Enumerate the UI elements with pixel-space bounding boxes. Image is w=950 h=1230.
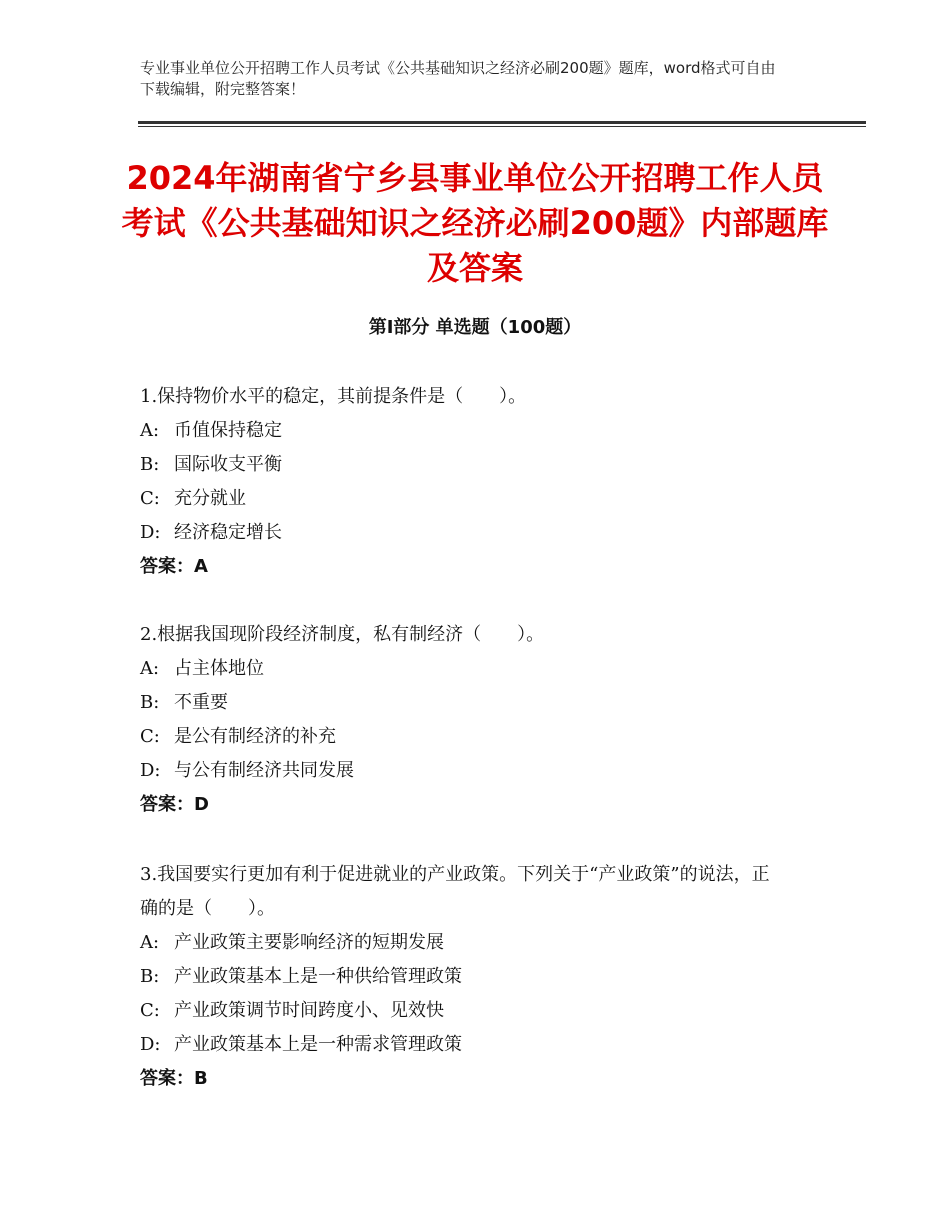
answer-line: 答案：D xyxy=(140,794,209,815)
question-stem: 2.根据我国现阶段经济制度，私有制经济（ ）。 xyxy=(140,624,545,645)
option-letter: C: xyxy=(140,488,160,509)
option-letter: B: xyxy=(140,966,160,987)
option-text: 产业政策调节时间跨度小、见效快 xyxy=(174,1000,444,1021)
option-text: 是公有制经济的补充 xyxy=(174,726,336,747)
option-letter: A: xyxy=(140,932,160,953)
option-a xyxy=(140,652,780,686)
question-stem: 3.我国要实行更加有利于促进就业的产业政策。下列关于“产业政策”的说法，正确的是（ ）。 xyxy=(140,864,770,919)
option-letter: B: xyxy=(140,692,160,713)
option-a xyxy=(140,926,780,960)
option-letter: D: xyxy=(140,1034,161,1055)
option-text: 与公有制经济共同发展 xyxy=(174,760,354,781)
option-b xyxy=(140,448,780,482)
option-text: 产业政策主要影响经济的短期发展 xyxy=(174,932,444,953)
header-note: 专业事业单位公开招聘工作人员考试《公共基础知识之经济必刷200题》题库，word格式可自由下载编辑，附完整答案！ xyxy=(140,59,776,98)
option-d xyxy=(140,516,780,550)
option-text: 不重要 xyxy=(174,692,228,713)
question-3 xyxy=(140,858,780,1096)
option-d xyxy=(140,1028,780,1062)
option-text: 充分就业 xyxy=(174,488,246,509)
option-text: 占主体地位 xyxy=(174,658,264,679)
option-letter: B: xyxy=(140,454,160,475)
header-rule-thin xyxy=(138,126,866,127)
question-stem: 1.保持物价水平的稳定，其前提条件是（ ）。 xyxy=(140,386,527,407)
document-title: 2024年湖南省宁乡县事业单位公开招聘工作人员考试《公共基础知识之经济必刷200题》内部题库及答案 xyxy=(121,159,829,287)
option-b xyxy=(140,686,780,720)
option-text: 币值保持稳定 xyxy=(174,420,282,441)
option-letter: A: xyxy=(140,658,160,679)
section-heading: 第Ⅰ部分 单选题（100题） xyxy=(368,317,582,338)
option-a xyxy=(140,414,780,448)
option-letter: C: xyxy=(140,726,160,747)
header-rule-thick xyxy=(138,121,866,124)
option-c xyxy=(140,720,780,754)
option-letter: C: xyxy=(140,1000,160,1021)
question-2 xyxy=(140,618,780,822)
option-text: 产业政策基本上是一种需求管理政策 xyxy=(174,1034,462,1055)
question-1 xyxy=(140,380,780,584)
option-text: 产业政策基本上是一种供给管理政策 xyxy=(174,966,462,987)
option-letter: D: xyxy=(140,760,161,781)
answer-line: 答案：A xyxy=(140,556,208,577)
option-d xyxy=(140,754,780,788)
option-b xyxy=(140,960,780,994)
option-c xyxy=(140,482,780,516)
option-c xyxy=(140,994,780,1028)
option-text: 经济稳定增长 xyxy=(174,522,282,543)
option-letter: A: xyxy=(140,420,160,441)
option-letter: D: xyxy=(140,522,161,543)
option-text: 国际收支平衡 xyxy=(174,454,282,475)
answer-line: 答案：B xyxy=(140,1068,208,1089)
